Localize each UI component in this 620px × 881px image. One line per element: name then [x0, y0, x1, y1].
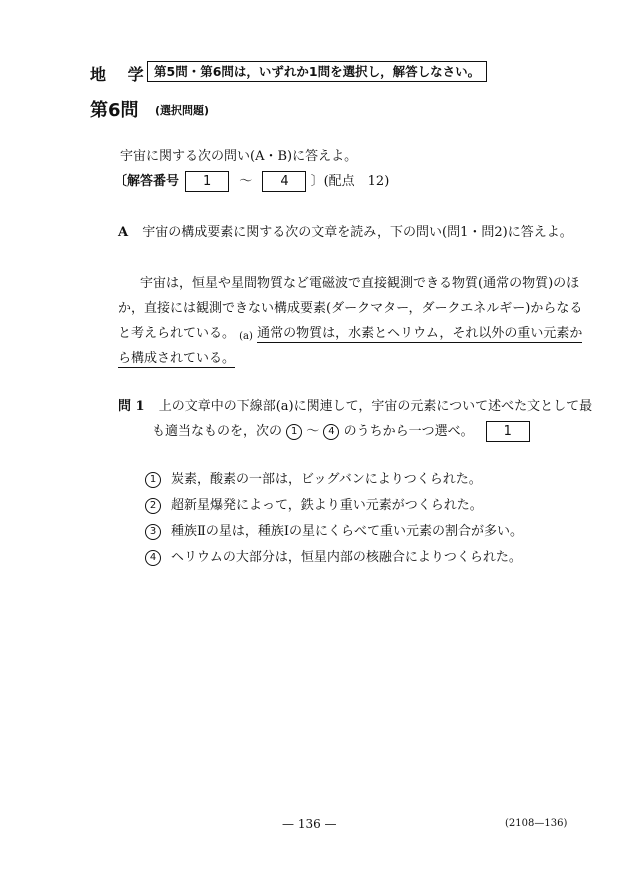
- q1-line-2: [152, 420, 530, 442]
- answer-range-to-box: 4: [262, 171, 306, 192]
- option-3-text: 種族Ⅱの星は，種族Ⅰの星にくらべて重い元素の割合が多い。: [171, 524, 523, 539]
- circle-1-icon: 1: [286, 424, 302, 440]
- circle-4-icon: 4: [323, 424, 339, 440]
- passage-underlined-text-2: ら構成されている。: [118, 351, 236, 366]
- passage-line-3: [118, 322, 582, 342]
- option-2-text: 超新星爆発によって，鉄より重い元素がつくられた。: [171, 498, 483, 513]
- question-title: 第6問: [90, 100, 139, 121]
- q1-line-1: [118, 395, 592, 414]
- option-4-text: ヘリウムの大部分は，恒星内部の核融合によりつくられた。: [171, 550, 522, 565]
- answer-range-from-box: 1: [185, 171, 229, 192]
- answer-range-tilde: ～: [239, 174, 253, 189]
- selection-instruction: 第5問・第6問は，いずれか1問を選択し，解答しなさい。: [147, 61, 487, 82]
- option-1: [145, 468, 482, 488]
- answer-range-open: 〔解答番号: [114, 174, 180, 189]
- q1-line-1-text: 上の文章中の下線部(a)に関連して，宇宙の元素について述べた文として最: [158, 399, 593, 414]
- q1-label: 問 1: [118, 399, 145, 414]
- passage-line-3-pre: と考えられている。: [118, 326, 236, 341]
- option-2-number-icon: 2: [145, 498, 161, 514]
- document-code: (2108—136): [505, 818, 568, 829]
- section-a-label: A: [118, 225, 129, 240]
- option-2: [145, 494, 483, 514]
- option-3: [145, 520, 523, 540]
- q1-range-tilde: ～: [306, 424, 320, 439]
- subject-label: 地 学: [90, 65, 152, 84]
- section-a-heading-text: 宇宙の構成要素に関する次の文章を読み，下の問い(問1・問2)に答えよ。: [142, 225, 573, 240]
- passage-underline-marker: (a): [239, 331, 253, 342]
- section-a-heading: [118, 221, 573, 240]
- passage-underlined-text-1: 通常の物質は，水素とヘリウム，それ以外の重い元素か: [257, 326, 583, 341]
- answer-range-close: 〕(配点 12): [310, 174, 390, 189]
- question-intro: 宇宙に関する次の問い(A・B)に答えよ。: [120, 149, 358, 164]
- q1-line-2-pre: も適当なものを，次の: [152, 424, 283, 439]
- passage-line-4: [118, 347, 235, 366]
- option-4: [145, 546, 522, 566]
- option-3-number-icon: 3: [145, 524, 161, 540]
- option-1-text: 炭素，酸素の一部は，ビッグバンによりつくられた。: [171, 472, 482, 487]
- answer-range: [114, 170, 389, 192]
- page-number: — 136 —: [282, 817, 337, 831]
- option-4-number-icon: 4: [145, 550, 161, 566]
- passage-line-1: 宇宙は，恒星や星間物質など電磁波で直接観測できる物質(通常の物質)のほ: [140, 276, 580, 291]
- q1-line-2-post: のうちから一つ選べ。: [343, 424, 474, 439]
- passage-line-2: か，直接には観測できない構成要素(ダークマター，ダークエネルギー)からなる: [118, 301, 583, 316]
- question-subtitle: (選択問題): [155, 104, 210, 117]
- q1-answer-box: 1: [486, 421, 530, 442]
- option-1-number-icon: 1: [145, 472, 161, 488]
